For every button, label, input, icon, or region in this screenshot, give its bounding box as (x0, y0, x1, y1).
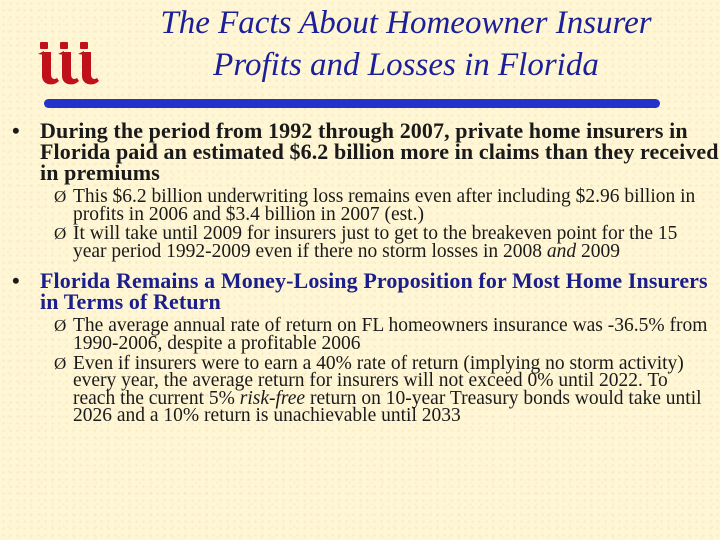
sub-bullet-text-end: return on 10-year Treasury bonds would take until 2026 and a 10% return is unachievable until 2033 (73, 387, 702, 427)
iii-logo-icon (38, 36, 106, 88)
slide-title (100, 2, 712, 86)
bullet-marker: • (12, 268, 20, 294)
emphasis-text: risk-free (239, 387, 306, 409)
bullet-marker: • (12, 118, 20, 143)
emphasis-text: and (546, 240, 577, 262)
arrow-bullet-icon: Ø (54, 224, 67, 244)
arrow-bullet-icon: Ø (54, 187, 67, 206)
slide-content (0, 120, 720, 427)
title-underline-rule (44, 99, 660, 108)
sub-bullet-40-percent-return (0, 352, 720, 427)
arrow-bullet-icon: Ø (54, 353, 67, 373)
arrow-bullet-icon: Ø (54, 316, 67, 336)
sub-bullet-text: It will take until 2009 for insurers just to get to the breakeven point for the 15 year period 1992-2009 even if there no storm losses in 2008 (73, 223, 678, 262)
sub-bullet-breakeven (0, 225, 720, 260)
sub-bullet-underwriting-loss (0, 188, 720, 223)
sub-bullet-average-return (0, 317, 720, 352)
bullet-money-losing (0, 270, 720, 425)
bullet-claims-vs-premiums (0, 120, 720, 260)
sub-bullet-text: The average annual rate of return on FL homeowners insurance was -36.5% from 1990-2006, despite a profitable 2006 (73, 315, 708, 354)
sub-bullet-list (0, 188, 720, 260)
sub-bullet-text: This $6.2 billion underwriting loss remains even after including $2.96 billion in profits in 2006 and $3.4 billion in 2007 (est.) (73, 186, 696, 225)
sub-bullet-list (0, 317, 720, 425)
sub-bullet-text: Even if insurers were to earn a 40% rate of return (implying no storm activity) every year, the average return for insurers will not exceed 0% until 2022. To reach the current 5% (73, 352, 684, 409)
bullet-text: Florida Remains a Money-Losing Proposition for Most Home Insurers in Terms of Return (40, 268, 708, 315)
bullet-text: During the period from 1992 through 2007, private home insurers in Florida paid an estimated $6.2 billion more in claims than they received in premiums (40, 118, 719, 185)
title-line-2: Profits and Losses in Florida (213, 47, 599, 83)
sub-bullet-text-end: 2009 (576, 240, 620, 262)
title-line-1: The Facts About Homeowner Insurer (160, 5, 652, 41)
